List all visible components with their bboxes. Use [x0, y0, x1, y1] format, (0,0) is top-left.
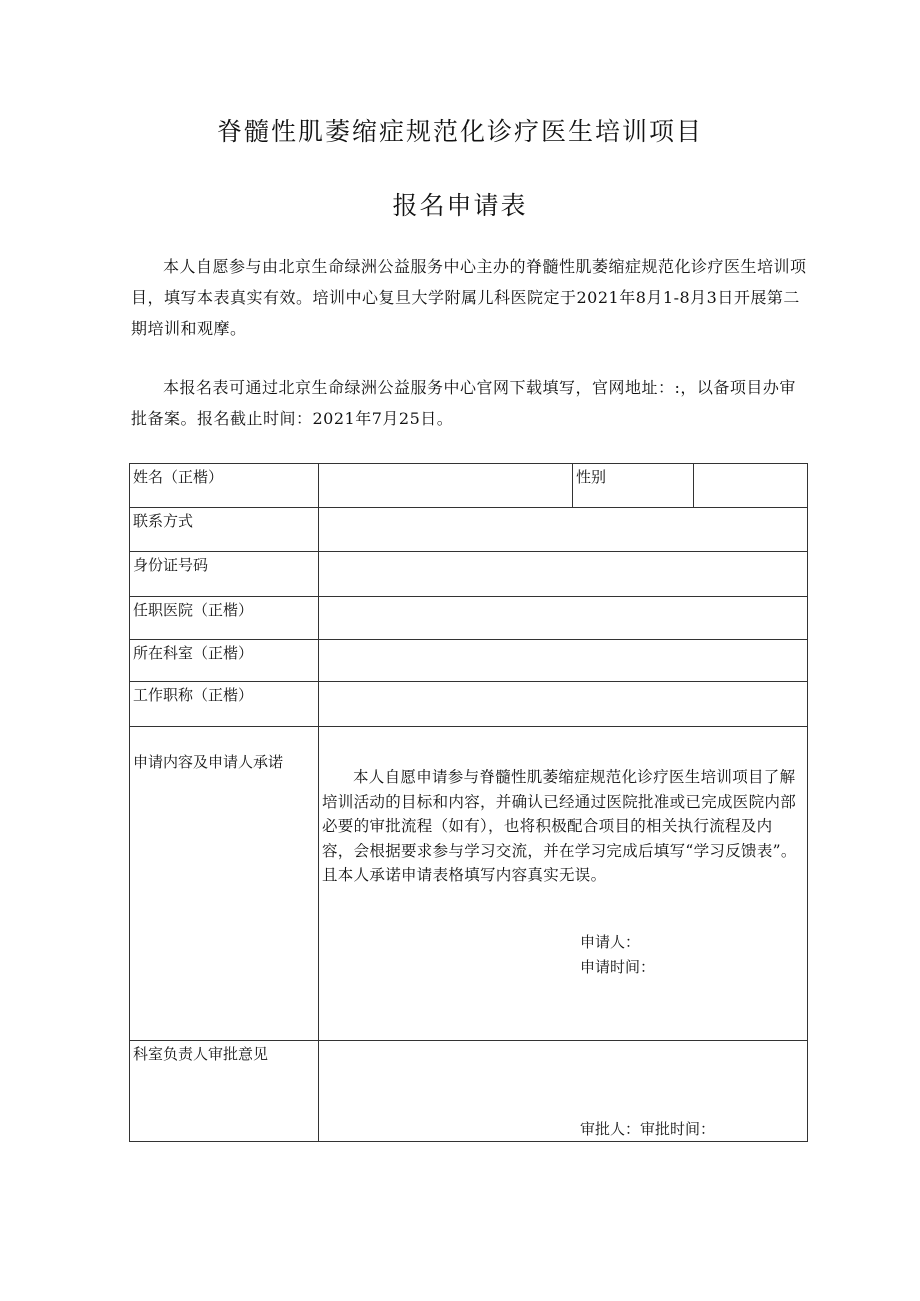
- intro-paragraph-1: 本人自愿参与由北京生命绿洲公益服务中心主办的脊髓性肌萎缩症规范化诊疗医生培训项目，填写本表真实有效。培训中心复旦大学附属儿科医院定于2021年8月1-8月3日开展第二期培训和观摩。: [131, 257, 807, 338]
- approver-line: 审批人：审批时间：: [580, 1120, 716, 1138]
- job-title-field[interactable]: [319, 682, 808, 727]
- approval-label: 科室负责人审批意见: [130, 1041, 319, 1142]
- hospital-label: 任职医院（正楷）: [130, 597, 319, 640]
- document-subtitle: 报名申请表: [392, 191, 528, 220]
- commitment-cell: [319, 727, 808, 1041]
- job-title-label: 工作职称（正楷）: [130, 682, 319, 727]
- applicant-label: 申请人：: [580, 932, 641, 951]
- table-row: [130, 727, 808, 1041]
- hospital-field[interactable]: [319, 597, 808, 640]
- contact-label: 联系方式: [130, 508, 319, 552]
- table-row: [130, 508, 808, 552]
- id-number-field[interactable]: [319, 552, 808, 597]
- table-row: [130, 682, 808, 727]
- table-row: [130, 552, 808, 597]
- contact-field[interactable]: [319, 508, 808, 552]
- commitment-label: 申请内容及申请人承诺: [130, 727, 319, 1041]
- table-row: [130, 464, 808, 508]
- id-number-label: 身份证号码: [130, 552, 319, 597]
- commitment-text: 本人自愿申请参与脊髓性肌萎缩症规范化诊疗医生培训项目了解培训活动的目标和内容，并确认已经通过医院批准或已完成医院内部必要的审批流程（如有），也将积极配合项目的相关执行流程及内容，会根据要求参与学习交流，并在学习完成后填写“学习反馈表”。且本人承诺申请表格填写内容真实无误。: [322, 768, 797, 884]
- table-row: [130, 597, 808, 640]
- table-row: [130, 1041, 808, 1142]
- gender-label: 性别: [573, 464, 694, 508]
- table-row: [130, 640, 808, 682]
- approval-cell[interactable]: [319, 1041, 808, 1142]
- department-label: 所在科室（正楷）: [130, 640, 319, 682]
- department-field[interactable]: [319, 640, 808, 682]
- gender-field[interactable]: [694, 464, 808, 508]
- application-form-table: [129, 463, 808, 1142]
- intro-paragraph-2: 本报名表可通过北京生命绿洲公益服务中心官网下载填写，官网地址：:，以备项目办审批备案。报名截止时间：2021年7月25日。: [131, 378, 796, 428]
- name-field[interactable]: [319, 464, 573, 508]
- name-label: 姓名（正楷）: [130, 464, 319, 508]
- document-title: 脊髓性肌萎缩症规范化诊疗医生培训项目: [216, 117, 703, 146]
- apply-time-label: 申请时间：: [580, 957, 656, 976]
